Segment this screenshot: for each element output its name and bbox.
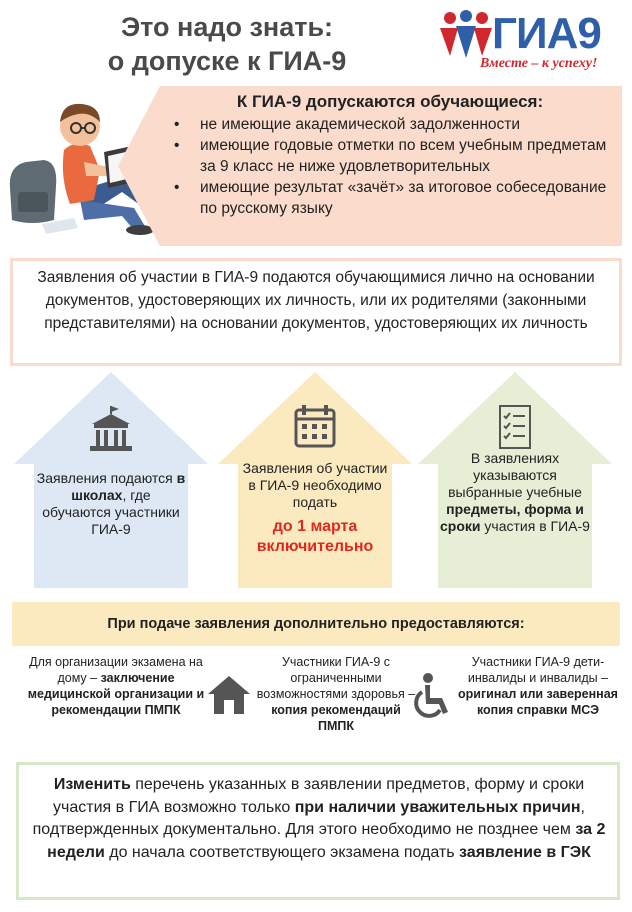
statement-text: Заявления об участии в ГИА-9 подаются обучающимися лично на основании документов, удостоверяющих их личность, или их родителями (законными представителями) на основании документов, удостоверяющих их личность (37, 269, 595, 332)
school-building-icon (86, 404, 136, 454)
change-conditions-text: Изменить перечень указанных в заявлении предметов, форму и сроки участия в ГИА возможно только при наличии уважительных причин, подтвержденных документально. Для этого необходимо не позднее чем за 2 недели до начала соответствующего экзамена подать заявление в ГЭК (32, 776, 606, 861)
logo-slogan: Вместе – к успеху! (480, 56, 598, 71)
house-icon (206, 672, 252, 718)
logo-figures-icon (436, 10, 496, 62)
admission-item: • имеющие результат «зачёт» за итоговое собеседование по русскому языку (170, 177, 616, 219)
extra-col-disabilities: Участники ГИА-9 с ограниченными возможностями здоровья – копия рекомендаций ПМПК (256, 655, 416, 733)
house-text-subjects: В заявлениях указываются выбранные учебные предметы, форма и сроки участия в ГИА-9 (440, 450, 590, 534)
extra-col-home-exam: Для организации экзамена на дому – заключение медицинской организации и рекомендации ПМПК (27, 655, 205, 717)
page-title (62, 10, 392, 78)
admission-item: • не имеющие академической задолженности (170, 114, 616, 135)
title-line-2: о допуске к ГИА-9 (107, 46, 347, 76)
extra-title: При подаче заявления дополнительно предоставляются: (107, 616, 525, 632)
gia9-logo (436, 8, 622, 74)
house-text-schools: Заявления подаются в школах, где обучаются участники ГИА-9 (36, 470, 186, 537)
admission-item: • имеющие годовые отметки по всем учебным предметам за 9 класс не ниже удовлетворительных (170, 135, 616, 177)
deadline-highlight: до 1 марта включительно (256, 518, 374, 555)
house-card-deadline (216, 368, 414, 590)
admission-list (170, 114, 616, 219)
title-line-1: Это надо знать: (120, 12, 334, 42)
house-card-subjects (416, 368, 614, 590)
calendar-icon (290, 402, 340, 452)
checklist-icon (490, 402, 540, 452)
admission-pointer (118, 86, 160, 246)
extra-col-invalids: Участники ГИА-9 дети-инвалиды и инвалиды – оригинал или заверенная копия справки МСЭ (458, 655, 618, 717)
admission-title: К ГИА-9 допускаются обучающиеся: (236, 92, 544, 111)
wheelchair-icon (408, 672, 456, 720)
house-text-deadline: Заявления об участии в ГИА-9 необходимо подать до 1 марта включительно (240, 460, 390, 557)
house-card-schools (12, 368, 210, 590)
logo-text: ГИА9 (492, 9, 601, 58)
